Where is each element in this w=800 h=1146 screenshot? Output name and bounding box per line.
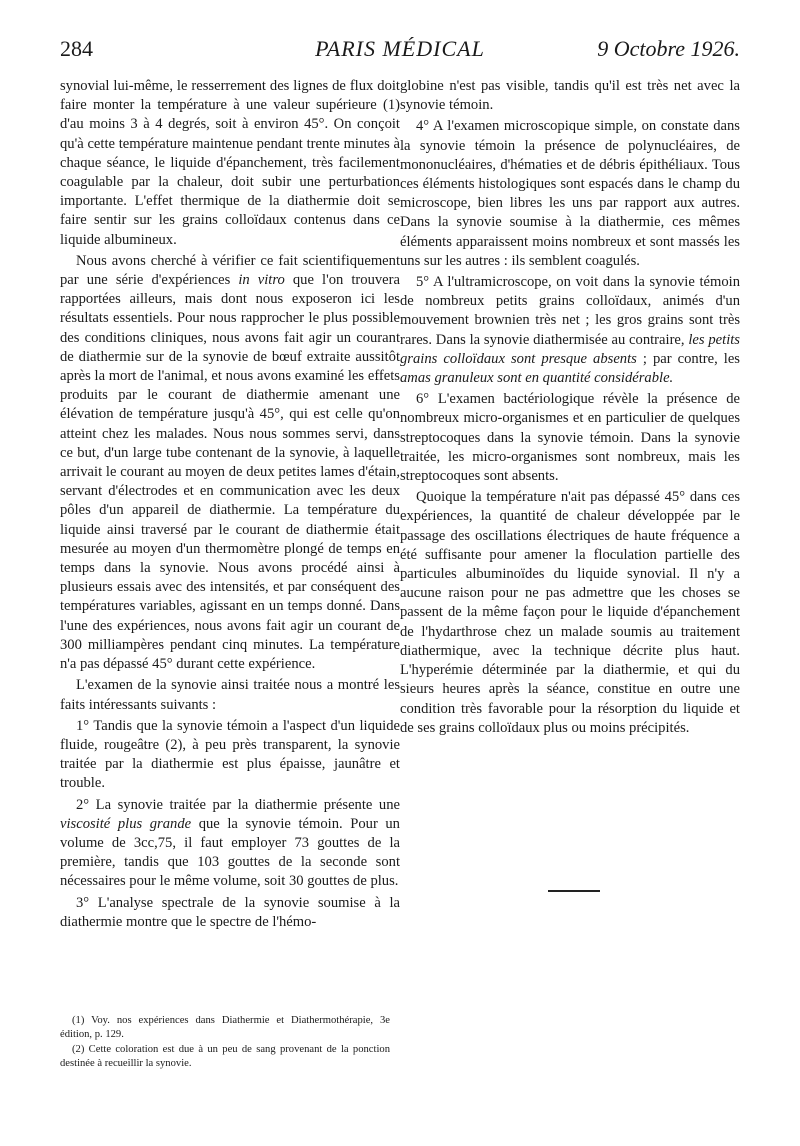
issue-date: 9 Octobre 1926. (597, 36, 740, 61)
italic-text: in vitro (238, 272, 285, 289)
paragraph: synovial lui-même, le resserrement des lignes de flux doit faire monter la température à une valeur supérieure (1) d'au moins 3 à 4 degrés, soit à environ 45°. On conçoit qu'à cette température maintenue pendant trente minutes à chaque séance, le liquide d'épanchement, très facilement coagulable par la chaleur, doit subir une perturbation importante. L'effet thermique de la diathermie doit se faire sentir sur les grains colloïdaux contenus dans ce liquide albumineux. (60, 78, 400, 248)
footnote: (1) Voy. nos expériences dans Diathermie et Diathermothérapie, 3e édition, p. 129. (60, 1015, 390, 1041)
right-column (400, 77, 740, 738)
paragraph: L'examen de la synovie ainsi traitée nous a montré les faits intéressants suivants : (60, 677, 400, 713)
paragraph (400, 273, 740, 388)
running-header (60, 36, 740, 70)
text-run: 5° A l'ultramicroscope, on voit dans la synovie témoin de nombreux petits grains colloïdaux, animés d'un mouvement brownien très net ; les gros grains sont très rares. Dans la synovie diathermisée au contraire, (400, 274, 740, 348)
italic-text: les petits grains colloïdaux sont presque absents (400, 331, 740, 367)
text-run: 2° La synovie traitée par la diathermie présente une (76, 796, 400, 813)
text-run: Nous avons cherché à vérifier ce fait scientifiquement par une série d'expériences (60, 252, 400, 289)
paragraph: Quoique la température n'ait pas dépassé 45° dans ces expériences, la quantité de chaleur développée par le passage des oscillations électriques de haute fréquence a été suffisante pour amener la floculation partielle des particules albuminoïdes du liquide synovial. Il n'y a aucune raison pour ne pas admettre que les choses se passent de la même façon pour le liquide d'épanchement de l'hydarthrose chez un malade soumis au traitement diathermique, avec la technique décrite plus haut. L'hyperémie déterminée par la diathermie, et qui du sieurs heures après la séance, constitue en outre une condition très favorable pour la résorption du liquide et de ses grains colloïdaux plus ou moins précipités. (400, 489, 740, 736)
text-run: que la synovie témoin. Pour un volume de 3cc,75, il faut employer 73 gouttes de la première, tandis que 103 gouttes de la seconde sont nécessaires pour le même volume, soit 30 gouttes de plus. (60, 815, 400, 890)
paragraph: 4° A l'examen microscopique simple, on constate dans la synovie témoin la présence de polynucléaires, de mononucléaires, d'hématies et de débris épithéliaux. Tous ces éléments histologiques sont espacés dans le champ du microscope, bien libres les uns par rapport aux autres. Dans la synovie soumise à la diathermie, ces mêmes éléments apparaissent moins nombreux et sont massés les uns sur les autres : ils semblent coagulés. (400, 118, 740, 269)
paragraph (60, 252, 400, 674)
footnote: (2) Cette coloration est due à un peu de sang provenant de la ponction destinée à recueillir la synovie. (60, 1043, 390, 1070)
page-number: 284 (60, 36, 93, 61)
paragraph: 1° Tandis que la synovie témoin a l'aspect d'un liquide fluide, rougeâtre (2), à peu près transparent, la synovie traitée par la diathermie est plus épaisse, jaunâtre et trouble. (60, 717, 400, 792)
paragraph: 6° L'examen bactériologique révèle la présence de nombreux micro-organismes et en particulier de quelques streptocoques dans la synovie témoin. Dans la synovie traitée, les micro-organismes sont nombreux, mais les streptocoques sont absents. (400, 391, 740, 485)
footnotes (60, 1014, 390, 1072)
paragraph: 3° L'analyse spectrale de la synovie soumise à la diathermie montre que le spectre de l'hémo- (60, 894, 400, 930)
text-run: que l'on trouvera rapportées ailleurs, mais dont nous exposeron ici les résultats essentiels. Pour nous rapprocher le plus possible des conditions cliniques, nous avons fait agir un courant de diathermie sur de la synovie de bœuf extraite aussitôt après la mort de l'animal, et nous avons examiné les effets produits par le courant de diathermie amenant une élévation de température jusqu'à 45°, qui est celle qu'on atteint chez les malades. Nous nous sommes servi, dans ce but, d'un large tube contenant de la synovie, à laquelle arrivait le courant au moyen de deux petites lames d'étain, servant d'électrodes et en communication avec les deux pôles d'un appareil de diathermie. La température du liquide ainsi traversé par le courant de diathermie était mesurée au moyen d'un thermomètre plongé de temps en temps dans la synovie. Nous avons procédé ainsi à plusieurs essais avec des intensités, et par conséquent des températures variables, agissant en un temps donné. Dans l'une des expériences, nous avons fait agir un courant de 300 milliampères pendant cinq minutes. La température n'a pas dépassé 45° durant cette expérience. (60, 272, 400, 673)
end-rule (548, 890, 600, 892)
text-run: ; par contre, les (636, 350, 740, 367)
paragraph: globine n'est pas visible, tandis qu'il est très net avec la synovie témoin. (400, 78, 740, 114)
left-column (60, 77, 400, 932)
italic-text: viscosité plus grande (60, 815, 192, 832)
journal-title: PARIS MÉDICAL (315, 36, 485, 61)
paragraph (60, 796, 400, 892)
italic-text: amas granuleux sont en quantité considérable. (400, 370, 674, 387)
